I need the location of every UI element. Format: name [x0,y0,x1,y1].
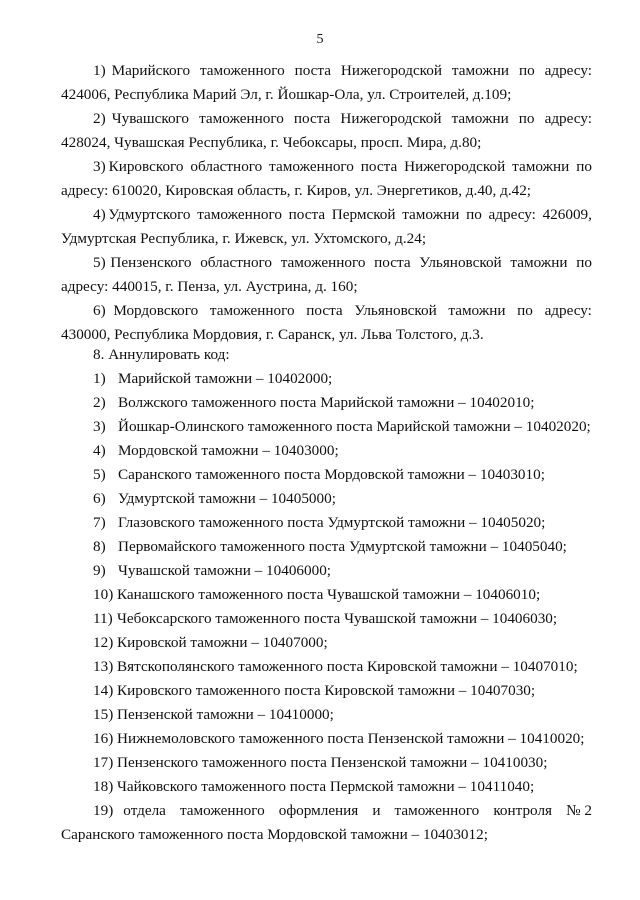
item-text: Глазовского таможенного поста Удмуртской таможни – 10405020; [118,514,546,531]
item-word: таможни [448,302,506,319]
item-number: 16) [93,730,114,747]
item-text: Чайковского таможенного поста Пермской таможни – 10411040; [117,778,535,795]
item-word: Нижегородской [340,110,442,127]
item-word: адресу: [544,110,592,127]
item-word: областного [190,158,263,175]
item-text: Кировского таможенного поста Кировской таможни – 10407030; [117,682,536,699]
item-word: Пермской [331,206,396,223]
item-number: 6) [93,302,106,319]
item-number: 5) [93,466,106,483]
item-word: адресу: [488,206,536,223]
item-number: 3) [93,418,106,435]
item-number: 12) [93,634,114,651]
code-item [93,778,534,796]
item-text: Вятскополянского таможенного поста Кировской таможни – 10407010; [117,658,578,675]
item-number: 11) [93,610,113,627]
item-number: 14) [93,682,114,699]
item-number: 4) [93,442,106,459]
item-word: таможенного [394,802,480,819]
item-word: по [576,254,592,271]
code-item [93,562,331,580]
item-word: таможенного [179,802,265,819]
item-word: Кировского [108,158,184,175]
item-number: 6) [93,490,106,507]
address-item-line2: 428024, Чувашская Республика, г. Чебоксары, просп. Мира, д.80; [61,134,482,151]
code-item [93,466,545,484]
item-word: таможенного [199,62,285,79]
code-item [93,706,334,724]
item-number: 17) [93,754,114,771]
item-word: Ульяновской [419,254,502,271]
code-item [93,370,332,388]
item-text: Чебоксарского таможенного поста Чувашской таможни – 10406030; [117,610,558,627]
code-item [93,634,328,652]
item-number: 10) [93,586,114,603]
item-word: поста [360,158,398,175]
code-item [93,754,547,772]
item-word: по [517,302,533,319]
item-text: Канашского таможенного поста Чувашской таможни – 10406010; [117,586,541,603]
item-word: 426009, [542,206,592,223]
address-item-line1 [93,110,592,128]
item-word: адресу: [544,302,592,319]
item-word: таможенного [280,254,366,271]
code-item [93,538,567,556]
code-item [93,394,534,412]
code-item [93,682,535,700]
item-text: Чувашской таможни – 10406000; [118,562,332,579]
item-word: Чувашского [111,110,189,127]
code-item [93,514,545,532]
item-number: 9) [93,562,106,579]
item-text: Марийской таможни – 10402000; [118,370,333,387]
item-number: 3) [93,158,106,175]
code-item [93,586,540,604]
item-word: по [466,206,482,223]
item-word: по [576,158,592,175]
item-number: 7) [93,514,106,531]
item-number: 19) [93,802,114,819]
item-number: 2) [93,394,106,411]
item-word: адресу: [544,62,592,79]
item-word: таможенного [199,110,284,127]
item-word: таможенного [209,302,295,319]
item-number: 1) [93,370,106,387]
address-item-line2: адресу: 610020, Кировская область, г. Киров, ул. Энергетиков, д.40, д.42; [61,182,532,199]
item-text: Пензенской таможни – 10410000; [117,706,334,723]
item-text: Пензенского таможенного поста Пензенской таможни – 10410030; [117,754,548,771]
item-word: контроля [493,802,553,819]
item-word: Ульяновской [354,302,437,319]
item-word: таможни [512,158,570,175]
item-word: таможни [402,206,460,223]
item-word: № 2 [566,802,592,819]
item-word: Марийского [111,62,191,79]
address-item-line2: 430000, Республика Мордовия, г. Саранск, ул. Льва Толстого, д.3. [61,326,484,343]
item-word: таможенного [269,158,354,175]
address-item-line2: адресу: 440015, г. Пенза, ул. Аустрина, д. 160; [61,278,358,295]
item-word: Нижегородской [404,158,506,175]
address-item-line1 [93,254,592,272]
code-item [93,610,557,628]
item-text: Мордовской таможни – 10403000; [118,442,339,459]
item-word: областного [200,254,272,271]
address-item-line1 [93,302,592,320]
item-word: отдела [123,802,166,819]
page-number: 5 [316,32,324,47]
code-item [93,730,584,748]
item-word: таможни [451,62,510,79]
item-number: 13) [93,658,114,675]
address-item-line2: Удмуртская Республика, г. Ижевск, ул. Ухтомского, д.24; [61,230,427,247]
item-number: 18) [93,778,114,795]
section-heading: 8. Аннулировать код: [93,346,230,363]
item-text: Первомайского таможенного поста Удмуртской таможни – 10405040; [118,538,567,555]
item-text: Удмуртской таможни – 10405000; [118,490,336,507]
item-word: поста [294,62,331,79]
item-number: 15) [93,706,114,723]
item-word: Удмуртского [108,206,191,223]
code-item [93,658,578,676]
item-word: таможенного [197,206,282,223]
last-item-line2: Саранского таможенного поста Мордовской таможни – 10403012; [61,826,488,843]
item-text: Нижнемоловского таможенного поста Пензенской таможни – 10410020; [117,730,585,747]
item-text: Саранского таможенного поста Мордовской таможни – 10403010; [118,466,545,483]
code-item [93,418,591,436]
address-item-line1 [93,206,592,224]
item-word: поста [288,206,326,223]
item-word: поста [293,110,331,127]
item-text: Йошкар-Олинского таможенного поста Марийской таможни – 10402020; [118,418,591,435]
item-word: таможни [451,110,509,127]
address-item-line1 [93,158,592,176]
item-word: по [518,110,535,127]
item-word: поста [374,254,411,271]
item-word: таможни [510,254,568,271]
item-word: Мордовского [113,302,199,319]
item-word: оформления [278,802,359,819]
item-number: 4) [93,206,106,223]
item-text: Волжского таможенного поста Марийской таможни – 10402010; [118,394,535,411]
item-word: по [518,62,535,79]
code-item [93,490,336,508]
item-word: поста [306,302,343,319]
item-word: и [372,802,381,819]
last-item-line1 [93,802,592,820]
item-word: Пензенского [110,254,192,271]
item-number: 5) [93,254,106,271]
item-word: Нижегородской [340,62,443,79]
code-item [93,442,339,460]
item-number: 2) [93,110,106,127]
item-number: 1) [93,62,106,79]
item-number: 8) [93,538,106,555]
item-text: Кировской таможни – 10407000; [117,634,328,651]
address-item-line2: 424006, Республика Марий Эл, г. Йошкар-Ола, ул. Строителей, д.109; [61,86,512,103]
address-item-line1 [93,62,592,80]
